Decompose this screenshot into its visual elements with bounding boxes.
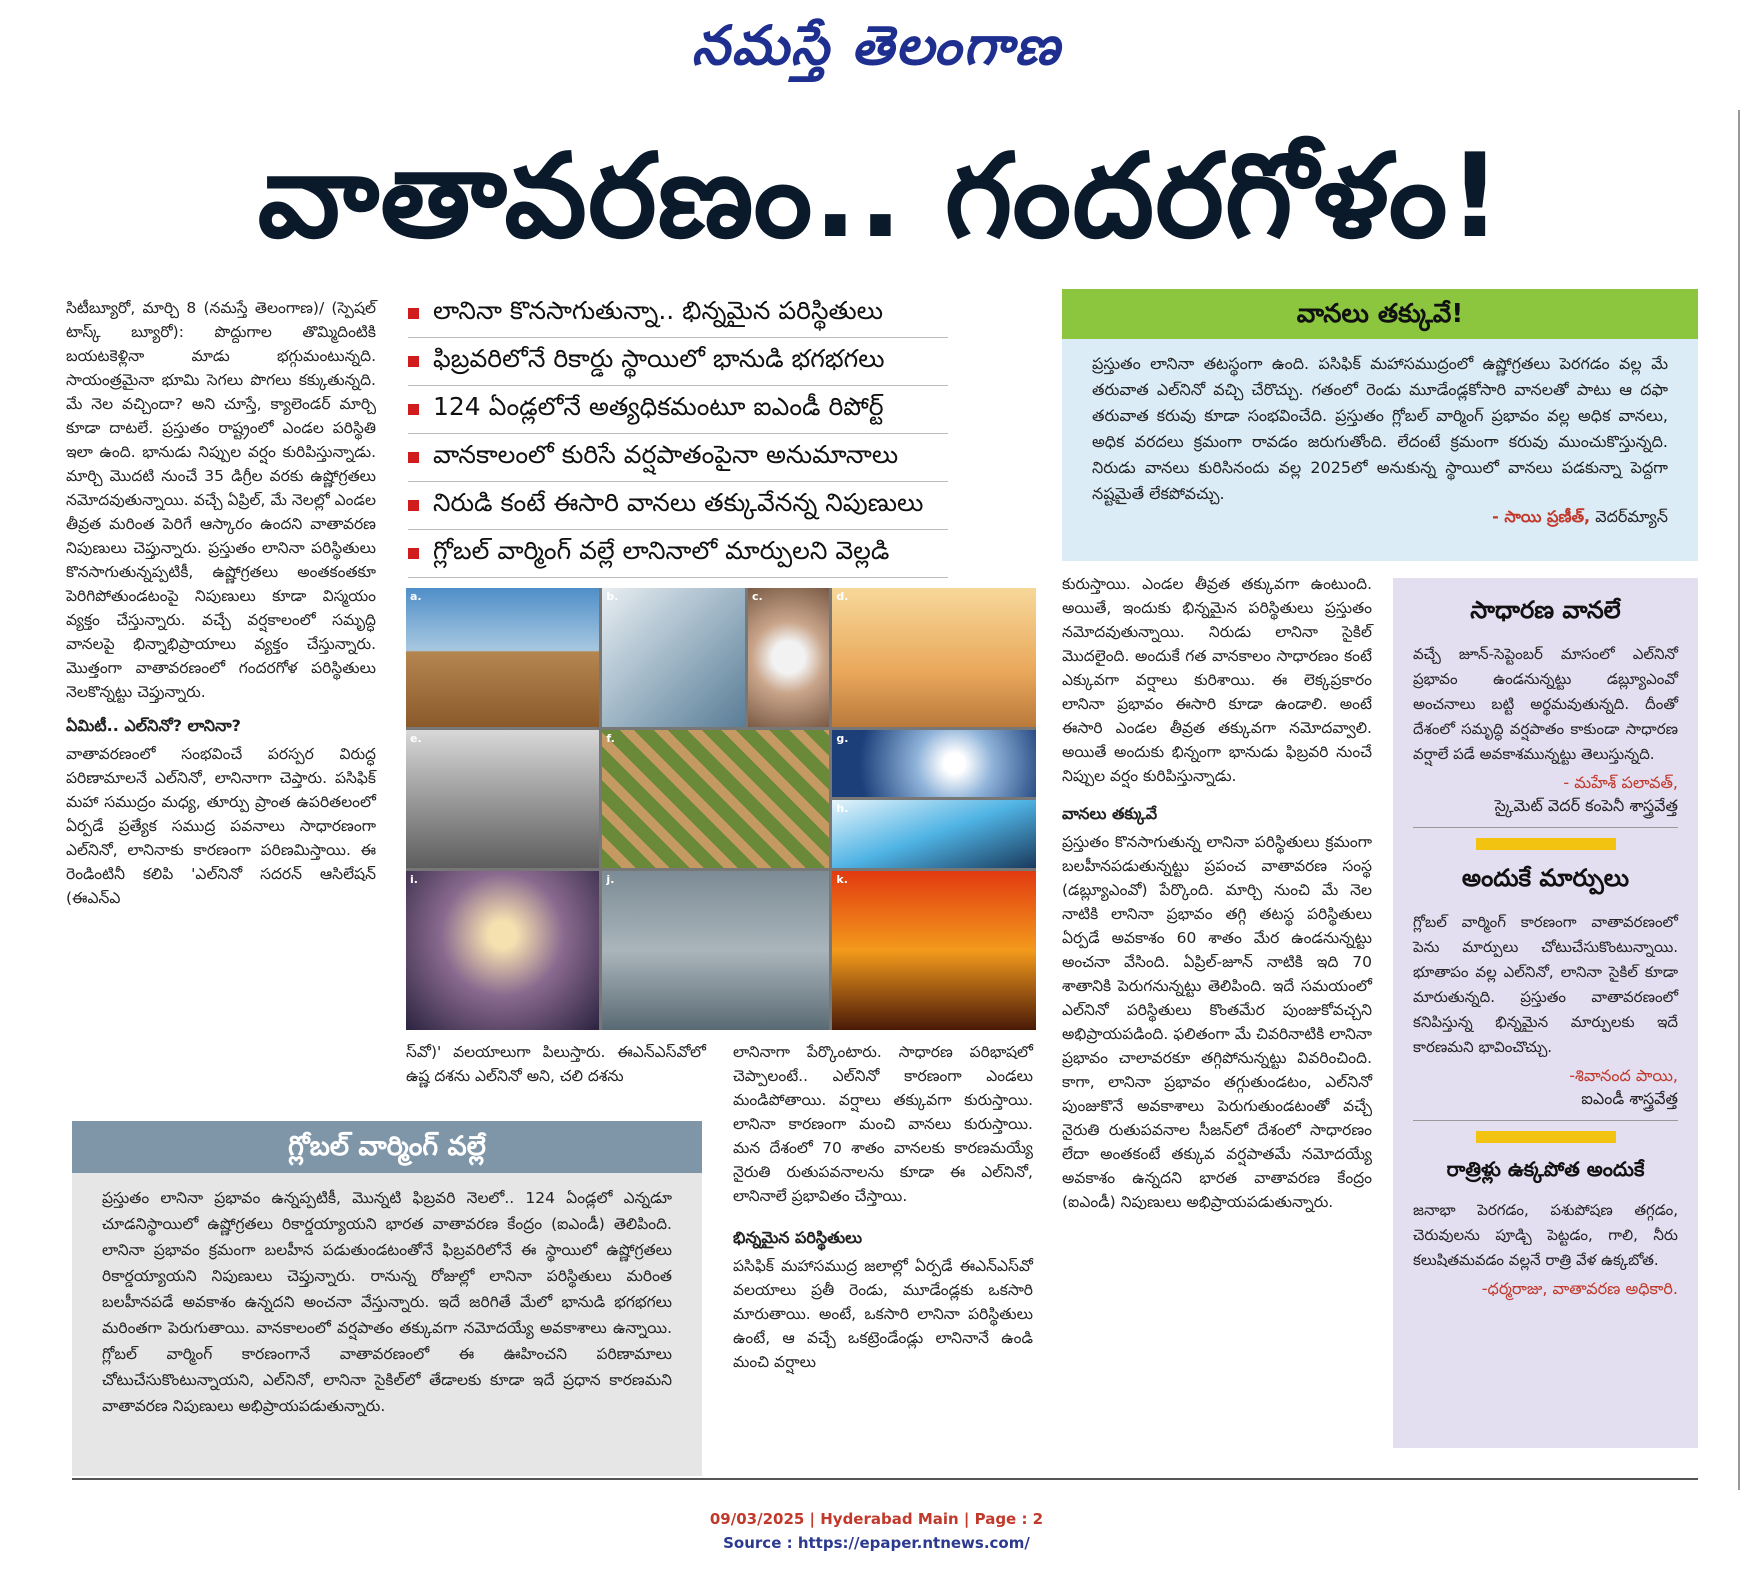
divider-bar	[1476, 1131, 1616, 1143]
bullet-item: గ్లోబల్ వార్మింగ్ వల్లే లానినాలో మార్పులని వెల్లడి	[408, 530, 948, 578]
sidebar-box-quote	[1062, 339, 1698, 561]
headline: వాతావరణం.. గందరగోళం!	[257, 129, 1503, 264]
bullet-square-icon	[408, 548, 419, 559]
bullet-square-icon	[408, 356, 419, 367]
quote-credit: - సాయి ప్రణీత్, వెదర్‌మ్యాన్	[1492, 507, 1668, 526]
article-column-3	[733, 1040, 1033, 1384]
bullet-item: లానినా కొనసాగుతున్నా.. భిన్నమైన పరిస్థితులు	[408, 290, 948, 338]
expert-credit-role: ఐఎండీ శాస్త్రవేత్త	[1581, 1089, 1678, 1108]
sidebar-box-title: వానలు తక్కువే!	[1062, 289, 1698, 339]
expert-title: రాత్రిళ్లు ఉక్కపోత అందుకే	[1446, 1157, 1645, 1181]
article-paragraph: పసిఫిక్ మహాసముద్ర జలాల్లో ఏర్పడే ఈఎన్ఎస్‌వో వలయాలు ప్రతీ రెండు, మూడేండ్లకు ఒకసారి మారుతాయి. అంటే, ఒకసారి లానినా పరిస్థితులు ఉంటే, ఆ వచ్చే ఒకట్రెండేండ్లు లానినానే ఉండి మంచి వర్షాలు	[733, 1257, 1033, 1371]
page-edge-divider	[1738, 110, 1740, 1490]
article-paragraph: వాతావరణంలో సంభవించే పరస్పర విరుద్ధ పరిణామాలనే ఎల్‌నినో, లానినాగా చెప్తారు. పసిఫిక్ మహా సముద్రం మధ్య, తూర్పు ప్రాంత ఉపరితలంలో ఏర్పడే ప్రత్యేక సముద్ర పవనాలు సాధారణంగా ఎల్‌నినో, లానినాకు కారణంగా పరిణమిస్తాయి. ఈ రెండింటినీ కలిపి 'ఎల్‌నినో సదరన్ ఆసిలేషన్ (ఈఎన్ఎ	[66, 745, 376, 907]
footer-edition: 09/03/2025 | Hyderabad Main | Page : 2	[709, 1510, 1044, 1528]
global-warming-text: ప్రస్తుతం లానినా ప్రభావం ఉన్నప్పటికీ, మొన్నటి ఫిబ్రవరి నెలలో.. 124 ఏండ్లలో ఎన్నడూ చూడనిస్థాయిలో ఉష్ణోగ్రతలు రికార్డయ్యాయని భారత వాతావరణ కేంద్రం (ఐఎండీ) తెలిపింది. లానినా ప్రభావం క్రమంగా బలహీన పడుతుండటంతోనే ఫిబ్రవరిలోనే ఈ స్థాయిలో ఉష్ణోగ్రతలు రికార్డయ్యాయని నిపుణులు చెప్తున్నారు. రానున్న రోజుల్లో లానినా పరిస్థితులు మరింత బలహీనపడే అవకాశం ఉన్నదని అంచనా వేస్తున్నారు. ఇదే జరిగితే మేలో భానుడి భగభగలు మరింతగా పెరుగుతాయి. వానకాలంలో వర్షపాతం తక్కువగా నమోదయ్యే అవకాశాలు ఉన్నాయి. గ్లోబల్ వార్మింగ్ కారణంగానే వాతావరణంలో ఈ ఊహించని పరిణామాలు చోటుచేసుకొంటున్నాయని, ఎల్‌నినో, లానినా సైకిల్‌లో తేడాలకు కూడా ఇదే ప్రధాన కారణమని వాతావరణ నిపుణులు అభిప్రాయపడుతున్నారు.	[102, 1189, 672, 1415]
photo-ocean-map: h.	[832, 800, 1036, 868]
article-column-4	[1062, 572, 1372, 1224]
bullet-square-icon	[408, 500, 419, 511]
bullet-square-icon	[408, 308, 419, 319]
bullet-square-icon	[408, 404, 419, 415]
global-warming-box	[72, 1173, 702, 1476]
expert-credit: -శివానంద పాయి,	[1569, 1066, 1678, 1085]
bottom-divider	[72, 1478, 1698, 1480]
expert-text: గ్లోబల్ వార్మింగ్ కారణంగా వాతావరణంలో పెను మార్పులు చోటుచేసుకొంటున్నాయి. భూతాపం వల్ల ఎల్‌నినో, లానినా సైకిల్ కూడా మారుతున్నది. ప్రస్తుతం వాతావరణంలో కనిపిస్తున్న భిన్నమైన మార్పులకు ఇదే కారణమని భావించొచ్చు.	[1413, 913, 1678, 1056]
bullet-item: ఫిబ్రవరిలోనే రికార్డు స్థాయిలో భానుడి భగభగలు	[408, 338, 948, 386]
highlight-bullets	[408, 290, 948, 578]
expert-text: జనాభా పెరగడం, పశుపోషణ తగ్గడం, చెరువులను పూడ్చి పెట్టడం, గాలి, నీరు కలుషితమవడం వల్లనే రాత్రి వేళ ఉక్కబోత.	[1413, 1201, 1678, 1269]
photo-cyclone-satellite: g.	[832, 730, 1036, 798]
article-paragraph: స్‌వో)' వలయాలుగా పిలుస్తారు. ఈఎన్ఎస్‌వోలో ఉష్ణ దశను ఎల్‌నినో అని, చలి దశను	[406, 1043, 706, 1085]
expert-title: అందుకే మార్పులు	[1461, 864, 1630, 892]
bullet-item: వానకాలంలో కురిసే వర్షపాతంపైనా అనుమానాలు	[408, 434, 948, 482]
quote-text: ప్రస్తుతం లానినా తటస్థంగా ఉంది. పసిఫిక్ మహాసముద్రంలో ఉష్ణోగ్రతలు పెరగడం వల్ల మే తరువాత ఎల్‌నినో వచ్చి చేరొచ్చు. గతంలో రెండు మూడేండ్లకోసారి వానలతో పాటు ఆ దఫా తరువాత కరువు కూడా సంభవించేది. ప్రస్తుతం గ్లోబల్ వార్మింగ్ ప్రభావం వల్ల అధిక వానలు, అధిక వరదలు క్రమంగా రావడం జరుగుతోంది. లేదంటే క్రమంగా కరువు ముంచుకొస్తున్నది. నిరుడు వానలు కురిసినందు వల్ల 2025లో అనుకున్న స్థాయిలో వానలు పడకున్నా పెద్దగా నష్టమైతే లేకపోవచ్చు.	[1092, 354, 1668, 503]
photo-satellite-smoke: b.	[602, 588, 745, 727]
article-column-1	[66, 296, 376, 920]
expert-credit: - మహేశ్ పలావత్,	[1563, 773, 1678, 792]
expert-text: వచ్చే జూన్-సెప్టెంబర్ మాసంలో ఎల్‌నినో ప్రభావం ఉండనున్నట్టు డబ్ల్యూఎంవో అంచనాలు బట్టి అర్థమవుతున్నది. దీంతో దేశంలో సమృద్ధి వర్షపాతం కాకుండా సాధారణ వర్షాలే పడే అవకాశమున్నట్టు తెలుస్తున్నది.	[1413, 645, 1678, 763]
article-paragraph: సిటీబ్యూరో, మార్చి 8 (నమస్తే తెలంగాణ)/ (స్పెషల్ టాస్క్ బ్యూరో): పొద్దుగాల తొమ్మిదింటికి బయటకెళ్లినా మాడు భగ్గుమంటున్నది. సాయంత్రమైనా భూమి సెగలు పొగలు కక్కుతున్నది. మే నెల వచ్చిందా? అని చూస్తే, క్యాలెండర్ మార్చి కూడా దాటలే. ప్రస్తుతం రాష్ట్రంలో ఎండల పరిస్థితి ఇలా ఉంది. భానుడు నిప్పుల వర్షం కురిపిస్తున్నాడు. మార్చి మొదటి నుంచే 35 డిగ్రీల వరకు ఉష్ణోగ్రతలు నమోదవుతున్నాయి. వచ్చే ఏప్రిల్, మే నెలల్లో ఎండల తీవ్రత మరింత పెరిగే ఆస్కారం ఉందని వాతావరణ నిపుణులు చెప్తున్నారు. ప్రస్తుతం లానినా పరిస్థితులు కొనసాగుతున్నప్పటికీ, ఉష్ణోగ్రతలు అంతకంతకూ పెరిగిపోతుండటంపై నిపుణులు కూడా విస్మయం వ్యక్తం చేస్తున్నారు. వచ్చే వర్షకాలంలో సమృద్ధి వానలపై భిన్నాభిప్రాయాలు వ్యక్తం చేస్తున్నారు. మొత్తంగా వాతావరణంలో గందరగోళ పరిస్థితులు నెలకొన్నట్టు చెప్తున్నారు.	[66, 299, 376, 701]
subheading: వానలు తక్కువే	[1062, 804, 1158, 823]
masthead-logo: నమస్తే తెలంగాణ	[691, 13, 1062, 77]
article-paragraph: ప్రస్తుతం కొనసాగుతున్న లానినా పరిస్థితులు క్రమంగా బలహీనపడుతున్నట్టు ప్రపంచ వాతావరణ సంస్థ (డబ్ల్యూఎంవో) పేర్కొంది. మార్చి నుంచి మే నెల నాటికి లానినా ప్రభావం తగ్గి తటస్థ పరిస్థితులు ఏర్పడే అవకాశం 60 శాతం మేర ఉండనున్నట్టు అంచనా వేసింది. ఏప్రిల్-జూన్ నాటికి ఇది 70 శాతానికి పెరుగనున్నట్టు తెలిపింది. ఇదే సమయంలో ఎల్‌నినో పరిస్థితులు కొంతమేర పుంజుకోవచ్చని అభిప్రాయపడింది. ఫలితంగా మే చివరినాటికి లానినా ప్రభావం చాలావరకూ తగ్గిపోనున్నట్టు వివరించింది. కాగా, లానినా ప్రభావం తగ్గుతుండటం, ఎల్‌నినో పుంజుకొనే అవకాశాలు పెరుగుతుండటంతో వచ్చే నైరుతి రుతుపవనాల సీజన్‌లో దేశంలో సాధారణం లేదా అంతకంటే తక్కువ వర్షపాతమే నమోదయ్యే అవకాశం ఉన్నదని భారత వాతావరణ కేంద్రం (ఐఎండీ) నిపుణులు అభిప్రాయపడుతున్నారు.	[1062, 833, 1372, 1211]
expert-credit: -ధర్మరాజు, వాతావరణ అధికారి.	[1481, 1279, 1678, 1298]
photo-drought: a.	[406, 588, 599, 727]
photo-earthquake-road: e.	[406, 730, 599, 869]
bullet-square-icon	[408, 452, 419, 463]
expert-credit-role: స్కైమెట్ వెదర్ కంపెనీ శాస్త్రవేత్త	[1494, 796, 1678, 815]
subheading: ఏమిటీ.. ఎల్‌నినో? లానినా?	[66, 716, 241, 735]
photo-wildfire: k.	[832, 871, 1036, 1030]
bullet-item: నిరుడి కంటే ఈసారి వానలు తక్కువేనన్న నిపుణులు	[408, 482, 948, 530]
expert-title: సాధారణ వానలే	[1470, 596, 1621, 624]
divider	[1413, 827, 1678, 828]
divider-bar	[1476, 838, 1616, 850]
subheading: భిన్నమైన పరిస్థితులు	[733, 1228, 863, 1247]
photo-heatwave-city: d.	[832, 588, 1036, 727]
article-paragraph: కురుస్తాయి. ఎండల తీవ్రత తక్కువగా ఉంటుంది. అయితే, ఇందుకు భిన్నమైన పరిస్థితులు ప్రస్తుతం నమోదవుతున్నాయి. నిరుడు లానినా సైకిల్ మొదలైంది. అందుకే గత వానకాలం సాధారణం కంటే ఎక్కువగా వర్షాలు కురిశాయి. ఈ లెక్కప్రకారం లానినా ప్రభావం ఈసారి కూడా ఉండాలి. అంటే ఈసారి ఎండల తీవ్రత తక్కువగా నమోదవ్వాలి. అయితే అందుకు భిన్నంగా భానుడు ఫిబ్రవరి నుంచే నిప్పుల వర్షం కురిపిస్తున్నాడు.	[1062, 575, 1372, 785]
article-column-2	[406, 1040, 706, 1098]
photo-flooded-fields: f.	[602, 730, 829, 869]
bullet-item: 124 ఏండ్లలోనే అత్యధికమంటూ ఐఎండీ రిపోర్ట్	[408, 386, 948, 434]
divider	[1413, 1120, 1678, 1121]
global-warming-box-title: గ్లోబల్ వార్మింగ్ వల్లే	[72, 1121, 702, 1173]
photo-collage	[406, 588, 1036, 1030]
article-paragraph: లానినాగా పేర్కొంటారు. సాధారణ పరిభాషలో చెప్పాలంటే.. ఎల్‌నినో కారణంగా ఎండలు మండిపోతాయి. వర్షాలు తక్కువగా కురుస్తాయి. లానినా కారణంగా మంచి వానలు కురుస్తాయి. మన దేశంలో 70 శాతం వానలకు కారణమయ్యే నైరుతి రుతుపవనాలను కూడా ఈ ఎల్‌నినో, లానినాలే ప్రభావితం చేస్తాయి.	[733, 1043, 1033, 1205]
photo-tornado: j.	[602, 871, 829, 1030]
photo-hailstones: c.	[748, 588, 829, 727]
footer-source-link[interactable]: Source : https://epaper.ntnews.com/	[723, 1534, 1030, 1552]
photo-lightning-storm: i.	[406, 871, 599, 1030]
expert-opinions-box	[1393, 578, 1698, 1448]
